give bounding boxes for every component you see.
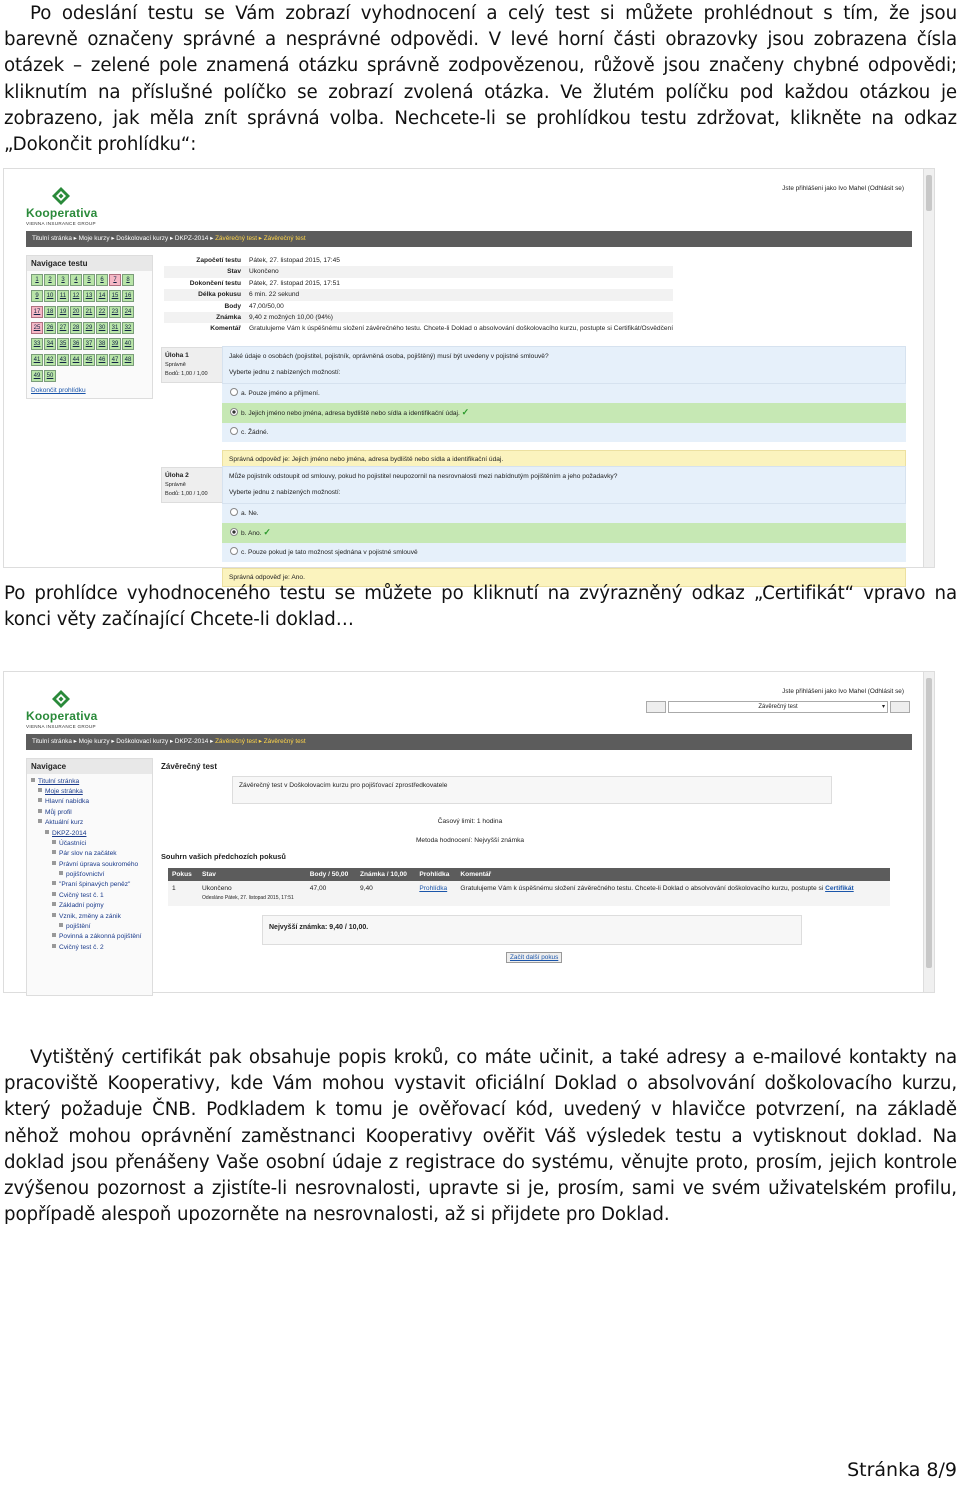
page-number: Stránka 8/9 [847, 1459, 957, 1481]
col-state: Stav [198, 868, 306, 881]
question-nav-22[interactable]: 22 [96, 306, 108, 318]
kooperativa-logo [26, 187, 116, 226]
question-2-status: Správně [165, 482, 186, 488]
question-nav-15[interactable]: 15 [109, 290, 121, 302]
navigation-panel [26, 758, 153, 996]
login-info[interactable]: Jste přihlášeni jako Ivo Mahel (Odhlásit se) [782, 185, 904, 192]
finish-review-link[interactable]: Dokončit prohlídku [31, 387, 86, 394]
nav-item[interactable] [31, 901, 148, 911]
question-nav-46[interactable]: 46 [96, 354, 108, 366]
summary-key: Stav [227, 268, 241, 276]
attempt-grade: 9,40 [356, 881, 415, 906]
certificate-link[interactable]: Certifikát [825, 885, 854, 892]
question-2-label: Úloha 2 [165, 472, 189, 479]
question-2-info [161, 467, 226, 503]
nav-item[interactable] [31, 797, 148, 807]
test-navigation-title: Navigace testu [27, 256, 152, 271]
breadcrumb-current: Závěrečný test ▸ Závěrečný test [215, 235, 306, 242]
breadcrumb-path[interactable]: Titulní stránka ▸ Moje kurzy ▸ Doškolovací kurzy ▸ DKPZ-2014 ▸ [32, 235, 216, 242]
question-1-text: Jaké údaje o osobách (pojistitel, pojistník, oprávněná osoba, pojištěný) musí být uvedeny v pojistné smlouvě? [229, 353, 549, 360]
check-icon: ✓ [263, 527, 271, 537]
bullet-icon [38, 788, 42, 792]
question-nav-20[interactable]: 20 [70, 306, 82, 318]
question-nav-40[interactable]: 40 [122, 338, 134, 350]
summary-title: Souhrn vašich předchozích pokusů [161, 852, 286, 861]
bullet-icon [59, 923, 63, 927]
nav-item[interactable] [31, 869, 148, 879]
summary-key: Známka [216, 313, 241, 321]
activity-select[interactable] [668, 701, 888, 713]
question-1-feedback: Správná odpověď je: Jejich jméno nebo jména, adresa bydliště nebo sídla a identifikační údaj. [222, 450, 906, 469]
retry-button[interactable]: Začít další pokus [506, 952, 562, 963]
question-1-status: Správně [165, 362, 186, 368]
col-review: Prohlídka [415, 868, 456, 881]
question-nav-11[interactable]: 11 [57, 290, 69, 302]
question-1-option-a[interactable]: a. Pouze jméno a příjmení. [222, 384, 906, 403]
summary-value: 9,40 z možných 10,00 (94%) [249, 313, 333, 321]
question-nav-34[interactable]: 34 [44, 338, 56, 350]
nav-item-label: Cvičný test č. 2 [59, 943, 104, 951]
scrollbar[interactable] [923, 169, 934, 567]
radio-icon[interactable] [230, 427, 238, 435]
bullet-icon [45, 830, 49, 834]
nav-item[interactable] [31, 942, 148, 952]
quiz-title: Závěrečný test [161, 762, 218, 771]
nav-item[interactable] [31, 776, 148, 786]
summary-value: Ukončeno [249, 268, 279, 276]
col-points: Body / 50,00 [306, 868, 356, 881]
nav-item[interactable] [31, 786, 148, 796]
nav-item-label: Právní úprava soukromého [59, 860, 139, 868]
question-2-score: Bodů: 1,00 / 1,00 [165, 491, 208, 497]
best-grade: Nejvyšší známka: 9,40 / 10,00. [269, 924, 369, 931]
summary-key: Komentář [210, 325, 241, 333]
navigation-tree [27, 774, 152, 954]
question-2-text: Může pojistník odstoupit od smlouvy, pokud ho pojistitel neupozornil na nesrovnalosti mezi nabídnutým pojištěním a jeho požadavky? [229, 473, 618, 480]
nav-item-label: "Praní špinavých peněz" [59, 881, 131, 889]
nav-item-label: pojišťovnictví [66, 871, 105, 879]
question-nav-3[interactable]: 3 [57, 274, 69, 286]
question-nav-8[interactable]: 8 [122, 274, 134, 286]
col-comment: Komentář [456, 868, 890, 881]
radio-selected-icon[interactable] [230, 408, 238, 416]
nav-item[interactable] [31, 932, 148, 942]
question-nav-38[interactable]: 38 [96, 338, 108, 350]
nav-item-label: Moje stránka [45, 788, 83, 796]
summary-value: 47,00/50,00 [249, 302, 284, 310]
nav-item[interactable] [31, 911, 148, 921]
bullet-icon [52, 861, 56, 865]
question-1-content [222, 346, 906, 384]
attempt-number: 1 [168, 881, 198, 906]
bullet-icon [59, 871, 63, 875]
nav-item-label: Účastníci [59, 839, 87, 847]
question-nav-32[interactable]: 32 [122, 322, 134, 334]
breadcrumb [26, 734, 912, 750]
summary-row [164, 312, 673, 323]
breadcrumb-path[interactable]: Titulní stránka ▸ Moje kurzy ▸ Doškolovací kurzy ▸ DKPZ-2014 ▸ [32, 738, 216, 745]
review-link[interactable]: Prohlídka [419, 885, 448, 892]
question-nav-37[interactable]: 37 [83, 338, 95, 350]
nav-item[interactable] [31, 849, 148, 859]
question-2-prompt: Vyberte jednu z nabízených možností: [229, 489, 341, 496]
prev-button[interactable] [646, 701, 666, 713]
question-nav-36[interactable]: 36 [70, 338, 82, 350]
kooperativa-logo [26, 690, 116, 729]
kooperativa-logo-icon [52, 690, 70, 708]
summary-key: Započetí testu [196, 257, 241, 264]
radio-selected-icon[interactable] [230, 528, 238, 536]
grading-method: Metoda hodnocení: Nejvyšší známka [415, 837, 525, 844]
question-nav-14[interactable]: 14 [96, 290, 108, 302]
question-nav-29[interactable]: 29 [83, 322, 95, 334]
login-info[interactable]: Jste přihlášeni jako Ivo Mahel (Odhlásit se) [782, 688, 904, 695]
nav-item-label: Můj profil [45, 808, 72, 816]
attempt-comment: Gratulujeme Vám k úspěšnému složení závěrečného testu. Chcete-li Doklad o absolvování doškolovacího kurzu, postupte si Certifikát [456, 881, 890, 906]
question-nav-21[interactable]: 21 [83, 306, 95, 318]
question-nav-24[interactable]: 24 [122, 306, 134, 318]
final-paragraph: Vytištěný certifikát pak obsahuje popis kroků, co máte učinit, a také adresy a e-mailové kontakty na pracoviště Kooperativy, kde Vám mohou vystavit oficiální Doklad o absolvování doškolovacího kurzu, který požaduje ČNB. Podkladem k tomu je ověřovací kód, uvedený v hlavičce potvrzení, na základě něhož mohou oprávnění zaměstnanci Kooperativy ověřit Váš výsledek testu a vytisknout doklad. Na doklad jsou přenášeny Vaše osobní údaje z registrace do systému, věnujte proto, prosím, jejich kontrole zvýšenou pozornost a zjistíte-li nesrovnalosti, upravte si je, prosím, sami ve svém uživatelském profilu, popřípadě alespoň upozorněte na nesrovnalosti, až si přijdete pro Doklad. [4, 1047, 957, 1226]
question-1-option-c[interactable]: c. Žádné. [222, 423, 906, 442]
logo-name: Kooperativa [26, 709, 98, 723]
test-navigation-panel [26, 255, 153, 399]
question-nav-18[interactable]: 18 [44, 306, 56, 318]
radio-icon[interactable] [230, 547, 238, 555]
attempt-points: 47,00 [306, 881, 356, 906]
summary-key: Body [224, 302, 241, 310]
question-nav-10[interactable]: 10 [44, 290, 56, 302]
bullet-icon [52, 933, 56, 937]
summary-value: Pátek, 27. listopad 2015, 17:45 [249, 257, 340, 264]
nav-item-label: pojištění [66, 922, 91, 930]
question-nav-13[interactable]: 13 [83, 290, 95, 302]
navigation-title: Navigace [27, 759, 152, 774]
nav-item-label: DKPZ-2014 [52, 829, 87, 837]
activity-select-value: Závěrečný test [758, 704, 798, 710]
col-attempt: Pokus [168, 868, 198, 881]
attempt-review [415, 881, 456, 906]
summary-value: Gratulujeme Vám k úspěšnému složení závěrečného testu. Chcete-li Doklad o absolvování doškolovacího kurzu, postupte si Certifikát/Osvědčení [249, 325, 674, 333]
bullet-icon [38, 809, 42, 813]
question-nav-19[interactable]: 19 [57, 306, 69, 318]
nav-item-label: Povinná a zákonná pojištění [59, 933, 142, 941]
bullet-icon [31, 778, 35, 782]
breadcrumb [26, 231, 912, 247]
logo-subtitle: VIENNA INSURANCE GROUP [26, 724, 96, 729]
check-icon: ✓ [461, 407, 470, 417]
summary-key: Dokončení testu [189, 279, 241, 287]
question-1-option-b[interactable]: b. Jejich jméno nebo jména, adresa bydliště nebo sídla a identifikační údaj. ✓ [222, 403, 906, 423]
nav-item-label: Základní pojmy [59, 902, 104, 910]
nav-item[interactable] [31, 807, 148, 817]
summary-row [164, 323, 673, 334]
col-grade: Známka / 10,00 [356, 868, 415, 881]
question-nav-44[interactable]: 44 [70, 354, 82, 366]
screenshot-test-summary [3, 671, 935, 993]
kooperativa-logo-icon [52, 187, 70, 205]
table-row [168, 881, 890, 906]
question-nav-5[interactable]: 5 [83, 274, 95, 286]
question-nav-28[interactable]: 28 [70, 322, 82, 334]
question-nav-42[interactable]: 42 [44, 354, 56, 366]
radio-icon[interactable] [230, 388, 238, 396]
question-2-option-b[interactable]: b. Ano. ✓ [222, 523, 906, 543]
summary-row [164, 255, 673, 266]
attempts-table [168, 868, 890, 906]
question-nav-27[interactable]: 27 [57, 322, 69, 334]
summary-value: Pátek, 27. listopad 2015, 17:51 [249, 279, 340, 287]
best-grade-box [262, 915, 802, 945]
logo-subtitle: VIENNA INSURANCE GROUP [26, 221, 96, 226]
time-limit: Časový limit: 1 hodina [437, 818, 503, 825]
question-nav-39[interactable]: 39 [109, 338, 121, 350]
question-nav-1[interactable]: 1 [31, 274, 43, 286]
question-1-score: Bodů: 1,00 / 1,00 [165, 371, 208, 377]
nav-item-label: Vznik, změny a zánik [59, 912, 121, 920]
question-nav-43[interactable]: 43 [57, 354, 69, 366]
question-nav-9[interactable]: 9 [31, 290, 43, 302]
nav-item[interactable] [31, 921, 148, 931]
attempt-submitted: Odesláno Pátek, 27. listopad 2015, 17:51 [202, 895, 294, 901]
next-button[interactable] [890, 701, 910, 713]
question-nav-16[interactable]: 16 [122, 290, 134, 302]
summary-row [164, 266, 673, 277]
question-nav-31[interactable]: 31 [109, 322, 121, 334]
bullet-icon [52, 902, 56, 906]
nav-item[interactable] [31, 859, 148, 869]
question-2-option-a[interactable]: a. Ne. [222, 504, 906, 523]
bullet-icon [52, 892, 56, 896]
attempt-summary [164, 255, 673, 335]
question-nav-26[interactable]: 26 [44, 322, 56, 334]
question-nav-12[interactable]: 12 [70, 290, 82, 302]
summary-key: Délka pokusu [198, 291, 241, 299]
nav-item[interactable] [31, 880, 148, 890]
bullet-icon [52, 850, 56, 854]
question-nav-17[interactable]: 17 [31, 306, 43, 318]
scrollbar[interactable] [923, 672, 934, 992]
radio-icon[interactable] [230, 508, 238, 516]
attempt-state: Ukončeno Odesláno Pátek, 27. listopad 2015, 17:51 [198, 881, 306, 906]
question-nav-4[interactable]: 4 [70, 274, 82, 286]
summary-value: 6 min. 22 sekund [249, 291, 300, 299]
nav-item[interactable] [31, 890, 148, 900]
question-nav-23[interactable]: 23 [109, 306, 121, 318]
bullet-icon [38, 798, 42, 802]
question-1-body [222, 346, 906, 469]
intro-paragraph: Po odeslání testu se Vám zobrazí vyhodnocení a celý test si můžete prohlédnout s tím, že jsou barevně označeny správné a nesprávné odpovědi. V levé horní části obrazovky jsou zobrazena čísla otázek – zelené pole znamená otázku správně zodpovězenou, růžově jsou značeny chybné odpovědi; kliknutím na příslušné políčko se zobrazí zvolená otázka. Ve žlutém políčku pod každou otázkou je zobrazeno, jak měla znít správná volba. Nechcete-li se prohlídkou testu zdržovat, klikněte na odkaz „Dokončit prohlídku“: [4, 3, 957, 156]
question-2-content [222, 466, 906, 504]
screenshot-test-review [3, 168, 935, 581]
question-nav-30[interactable]: 30 [96, 322, 108, 334]
question-nav-25[interactable]: 25 [31, 322, 43, 334]
nav-item-label: Titulní stránka [38, 777, 80, 785]
question-1-info [161, 347, 226, 383]
question-grid [27, 271, 152, 385]
bullet-icon [52, 881, 56, 885]
question-2-option-c[interactable]: c. Pouze pokud je tato možnost sjednána v pojistné smlouvě [222, 543, 906, 562]
nav-item-label: Aktuální kurz [45, 819, 84, 827]
question-nav-48[interactable]: 48 [122, 354, 134, 366]
nav-item-label: Cvičný test č. 1 [59, 891, 104, 899]
question-nav-45[interactable]: 45 [83, 354, 95, 366]
bullet-icon [52, 944, 56, 948]
question-1-prompt: Vyberte jednu z nabízených možností: [229, 369, 341, 376]
question-nav-35[interactable]: 35 [57, 338, 69, 350]
question-nav-47[interactable]: 47 [109, 354, 121, 366]
chevron-down-icon: ▾ [881, 704, 885, 710]
question-1-label: Úloha 1 [165, 352, 189, 359]
question-nav-2[interactable]: 2 [44, 274, 56, 286]
question-nav-7[interactable]: 7 [109, 274, 121, 286]
question-nav-50[interactable]: 50 [44, 370, 56, 382]
middle-paragraph: Po prohlídce vyhodnoceného testu se můžete po kliknutí na zvýrazněný odkaz „Certifikát“ vpravo na konci věty začínající Chcete-li doklad… [4, 583, 957, 631]
quiz-description-box [232, 776, 832, 804]
question-nav-49[interactable]: 49 [31, 370, 43, 382]
bullet-icon [52, 913, 56, 917]
question-nav-33[interactable]: 33 [31, 338, 43, 350]
summary-row [164, 301, 673, 312]
breadcrumb-current: Závěrečný test ▸ Závěrečný test [215, 738, 306, 745]
question-nav-6[interactable]: 6 [96, 274, 108, 286]
quiz-description: Závěrečný test v Doškolovacím kurzu pro pojišťovací zprostředkovatele [239, 782, 448, 789]
question-2-feedback: Správná odpověď je: Ano. [222, 568, 906, 587]
question-nav-41[interactable]: 41 [31, 354, 43, 366]
logo-name: Kooperativa [26, 206, 98, 220]
question-2-body [222, 466, 906, 587]
summary-row [164, 278, 673, 289]
nav-item-label: Pár slov na začátek [59, 850, 117, 858]
summary-row [164, 289, 673, 300]
nav-item-label: Hlavní nabídka [45, 798, 89, 806]
